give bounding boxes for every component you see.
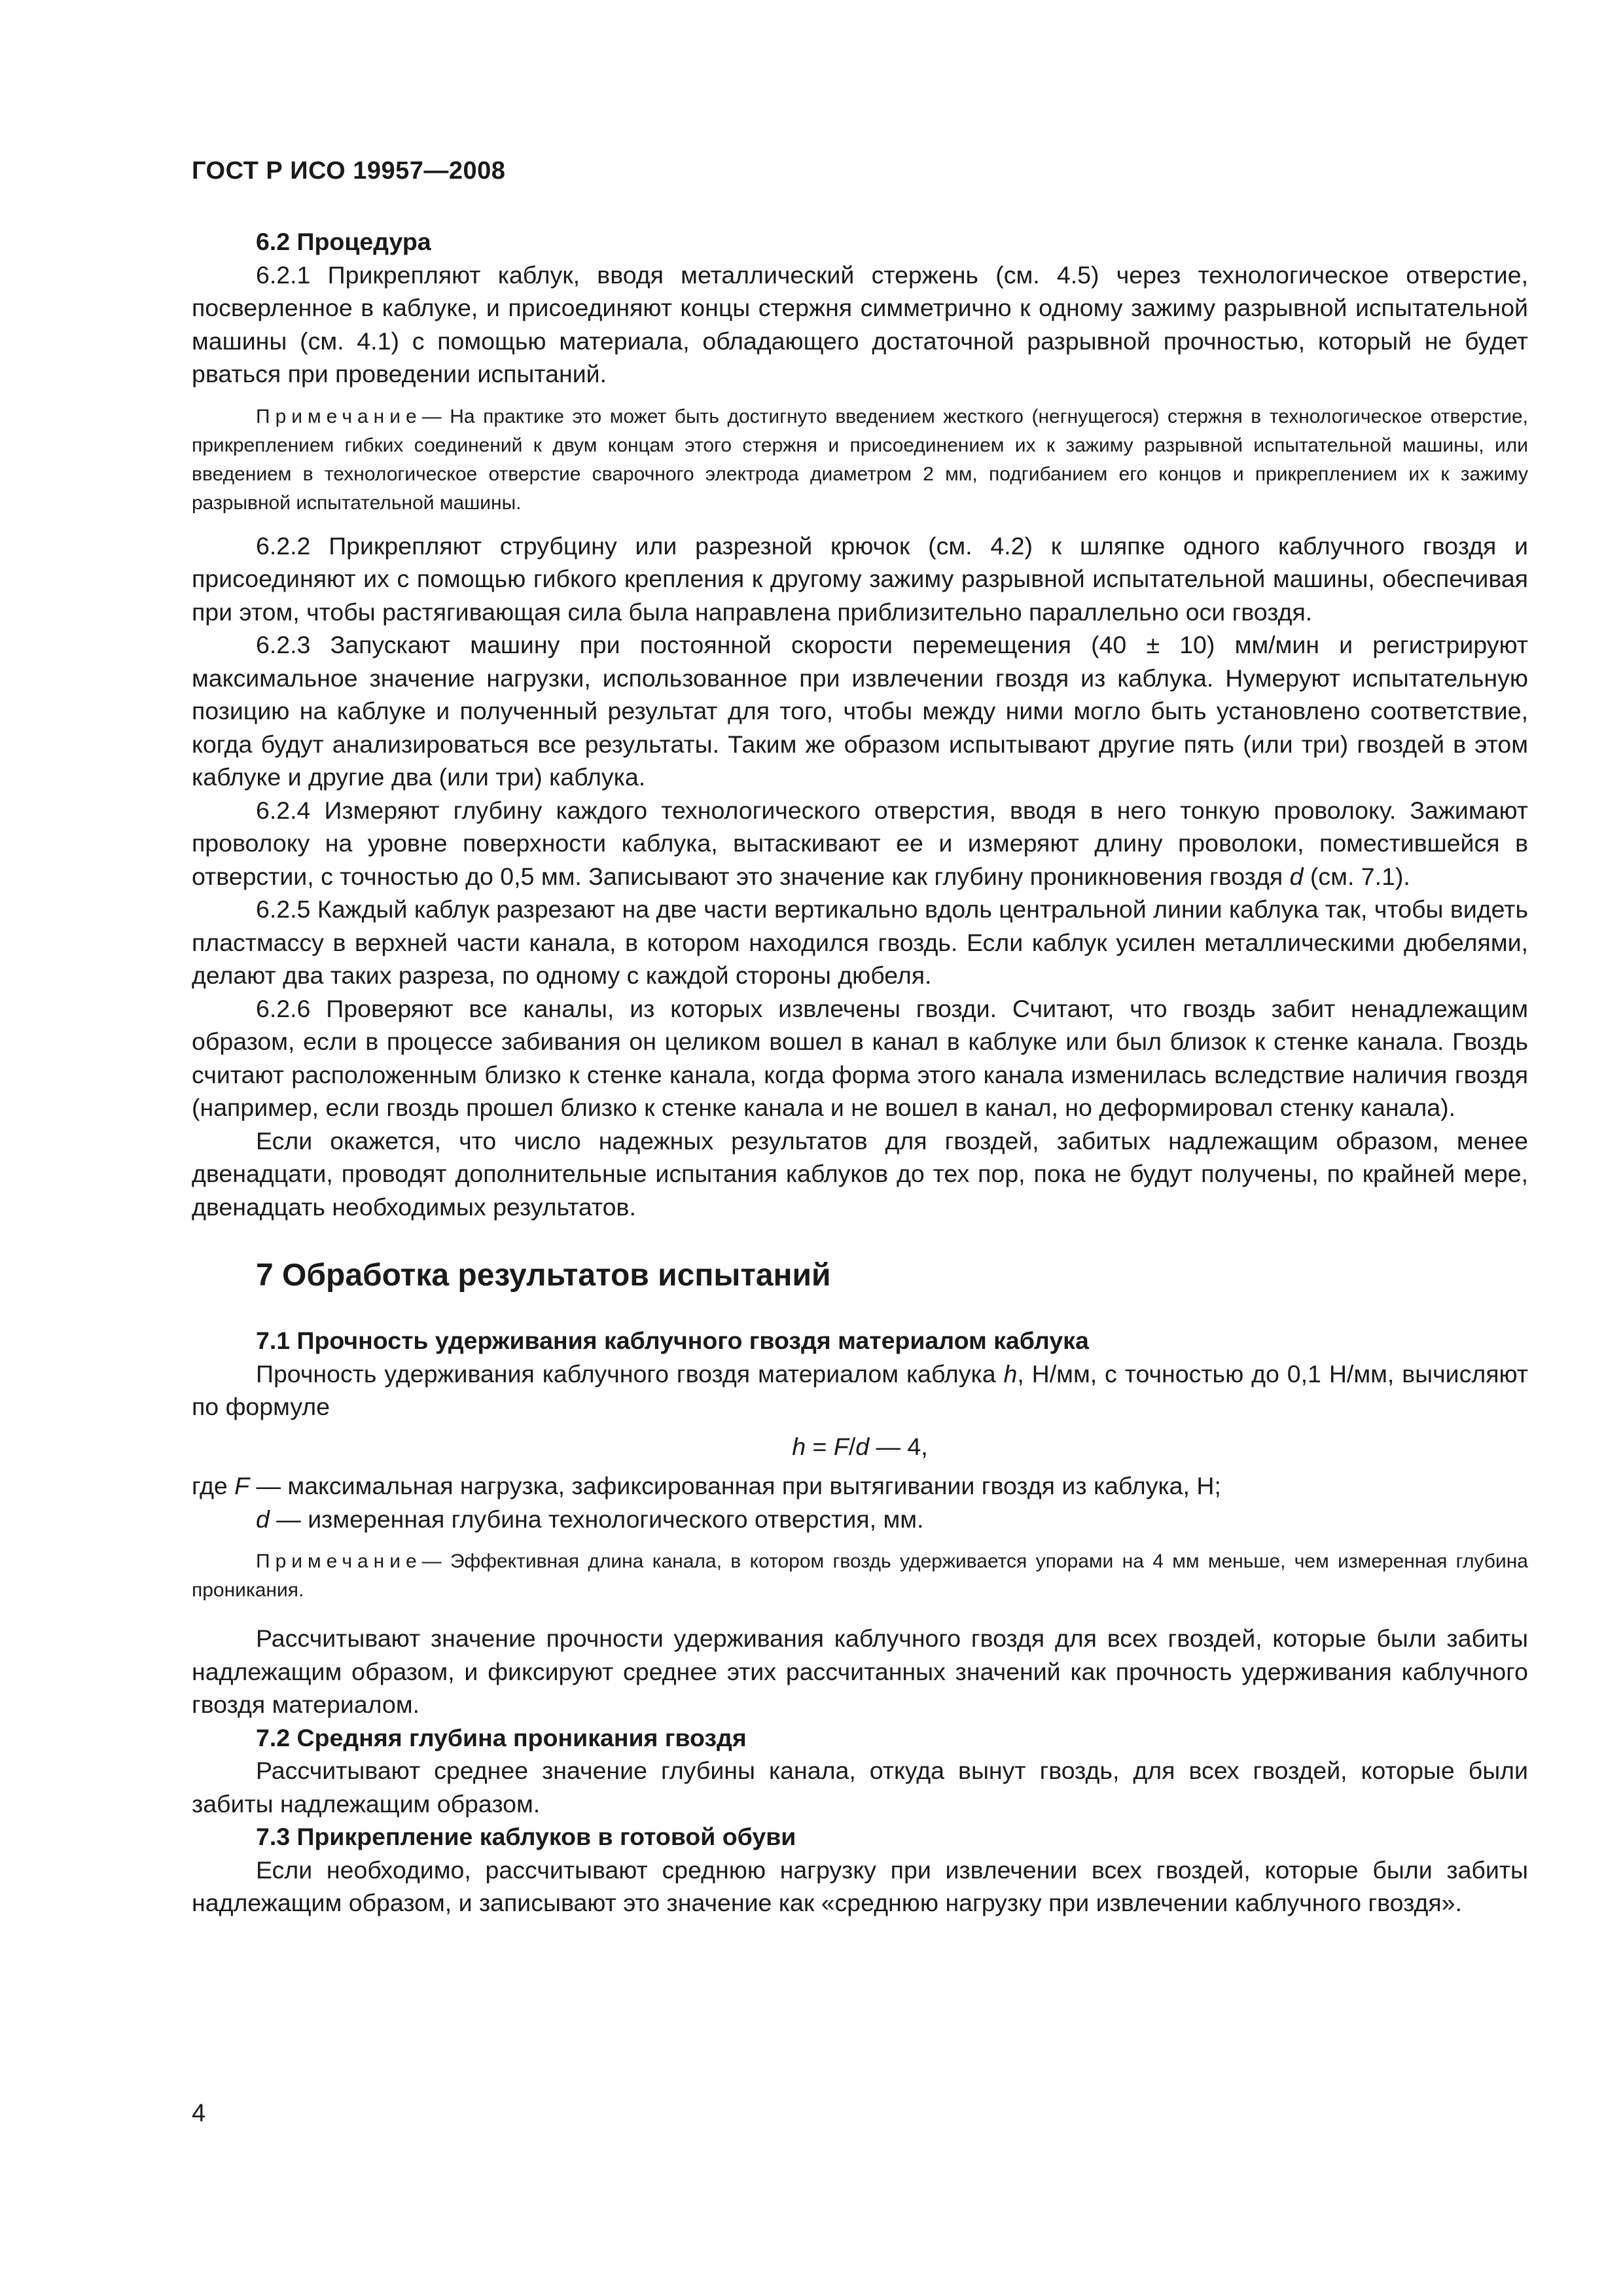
paragraph-6-2-6: 6.2.6 Проверяют все каналы, из которых извлечены гвозди. Считают, что гвоздь забит ненадлежащим образом, если в процессе забивания он целиком вошел в канал в каблуке или был близок к стенке канала. Гвоздь считают расположенным близко к стенке канала, когда форма этого канала изменилась вследствие наличия гвоздя (например, если гвоздь прошел близко к стенке канала и не вошел в канал, но деформировал стенку канала). xyxy=(192,994,1528,1121)
where-text: — максимальная нагрузка, зафиксированная при вытягивании гвоздя из каблука, Н; xyxy=(249,1472,1221,1499)
where-f xyxy=(192,1469,1528,1503)
standard-header: ГОСТ Р ИСО 19957—2008 xyxy=(192,157,506,185)
variable-h: h xyxy=(1003,1359,1018,1388)
paragraph-text: Прочность удерживания каблучного гвоздя материалом каблука xyxy=(256,1359,1004,1388)
section-7-2-title: 7.2 Средняя глубина проникания гвоздя xyxy=(256,1723,747,1751)
variable-F: F xyxy=(234,1472,250,1499)
note-text: — Эффективная длина канала, в котором гвоздь удерживается упорами на 4 мм меньше, чем измеренная глубина проникания. xyxy=(192,1551,1528,1601)
note-7-1 xyxy=(192,1547,1528,1605)
note-label: Примечание xyxy=(256,1551,422,1572)
where-label: где xyxy=(192,1472,235,1499)
page-content xyxy=(192,225,1528,1920)
variable-d: d xyxy=(1289,862,1304,890)
section-7-1-title: 7.1 Прочность удерживания каблучного гвоздя материалом каблука xyxy=(256,1327,1089,1354)
variable-d: d xyxy=(256,1505,270,1533)
where-d xyxy=(192,1503,1528,1536)
formula-h: h xyxy=(792,1432,806,1460)
paragraph-6-2-5: 6.2.5 Каждый каблук разрезают на две части вертикально вдоль центральной линии каблука так, чтобы видеть пластмассу в верхней части канала, в котором находился гвоздь. Если каблук усилен металлическими дюбелями, делают два таких разреза, по одному с каждой стороны дюбеля. xyxy=(192,895,1528,989)
paragraph-6-2-4 xyxy=(192,794,1528,893)
formula-slash: / xyxy=(848,1432,856,1460)
formula xyxy=(192,1430,1528,1463)
note-text: — На практике это может быть достигнуто введением жесткого (негнущегося) стержня в технологическое отверстие, прикреплением гибких соединений к двум концам этого стержня и присоединением их к зажиму разрывной испытательной машины, или введением в технологическое отверстие сварочного электрода диаметром 2 мм, подгибанием его концов и прикреплением их к зажиму разрывной испытательной машины. xyxy=(192,405,1528,514)
paragraph-text: , Н/мм, с точностью до 0,1 Н/мм, вычисляют по формуле xyxy=(192,1359,1528,1420)
paragraph-text: (см. 7.1). xyxy=(1303,862,1410,890)
paragraph-7-3: Если необходимо, рассчитывают среднюю нагрузку при извлечении всех гвоздей, которые были забиты надлежащим образом, и записывают это значение как «среднюю нагрузку при извлечении каблучного гвоздя». xyxy=(192,1856,1528,1916)
paragraph-7-2: Рассчитывают среднее значение глубины канала, откуда вынут гвоздь, для всех гвоздей, которые были забиты надлежащим образом. xyxy=(192,1757,1528,1818)
paragraph-6-2-2: 6.2.2 Прикрепляют струбцину или разрезной крючок (см. 4.2) к шляпке одного каблучного гвоздя и присоединяют их с помощью гибкого крепления к другому зажиму разрывной испытательной машины, обеспечивая при этом, чтобы растягивающая сила была направлена приблизительно параллельно оси гвоздя. xyxy=(192,531,1528,626)
paragraph-7-1-2: Рассчитывают значение прочности удерживания каблучного гвоздя для всех гвоздей, которые были забиты надлежащим образом, и фиксируют среднее этих рассчитанных значений как прочность удерживания каблучного гвоздя материалом. xyxy=(192,1624,1528,1718)
paragraph-6-2-1: 6.2.1 Прикрепляют каблук, вводя металлический стержень (см. 4.5) через технологическое отверстие, посверленное в каблуке, и присоединяют концы стержня симметрично к одному зажиму разрывной испытательной машины (см. 4.1) с помощью материала, обладающего достаточной разрывной прочностью, который не будет рваться при проведении испытаний. xyxy=(192,260,1528,387)
where-text: — измеренная глубина технологического отверстия, мм. xyxy=(269,1505,924,1533)
formula-d: d xyxy=(855,1432,870,1460)
section-7-title: 7 Обработка результатов испытаний xyxy=(256,1258,831,1293)
formula-end: — 4, xyxy=(869,1432,928,1460)
section-6-2-title: 6.2 Процедура xyxy=(256,228,431,255)
page-number: 4 xyxy=(192,2100,206,2127)
note-6-2-1 xyxy=(192,403,1528,518)
paragraph-6-2-3: 6.2.3 Запускают машину при постоянной скорости перемещения (40 ± 10) мм/мин и регистрируют максимальное значение нагрузки, использованное при извлечении гвоздя из каблука. Нумеруют испытательную позицию на каблуке и полученный результат для того, чтобы между ними могло быть установлено соответствие, когда будут анализироваться все результаты. Таким же образом испытывают другие пять (или три) гвоздей в этом каблуке и другие два (или три) каблука. xyxy=(192,631,1528,791)
paragraph-text: 6.2.4 Измеряют глубину каждого технологического отверстия, вводя в него тонкую проволоку. Зажимают проволоку на уровне поверхности каблука, вытаскивают ее и измеряют длину проволоки, поместившейся в отверстии, с точностью до 0,5 мм. Записывают это значение как глубину проникновения гвоздя xyxy=(192,796,1528,890)
paragraph-6-2-7: Если окажется, что число надежных результатов для гвоздей, забитых надлежащим образом, менее двенадцати, проводят дополнительные испытания каблуков до тех пор, пока не будут получены, по крайней мере, двенадцать необходимых результатов. xyxy=(192,1126,1528,1221)
formula-f: F xyxy=(833,1432,849,1460)
formula-eq: = xyxy=(806,1432,834,1460)
paragraph-7-1-1 xyxy=(192,1357,1528,1424)
section-7-3-title: 7.3 Прикрепление каблуков в готовой обуви xyxy=(256,1823,796,1850)
note-label: Примечание xyxy=(256,405,422,427)
